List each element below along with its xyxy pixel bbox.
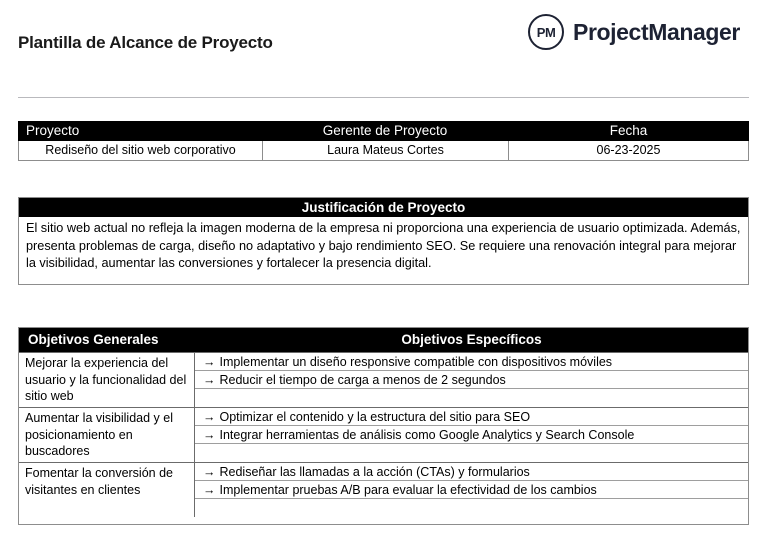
header-divider (18, 97, 749, 98)
objective-group (19, 352, 748, 407)
objective-specific-item-empty (195, 499, 748, 517)
objective-group (19, 407, 748, 462)
project-info-data-row (18, 141, 749, 161)
project-info-header-row (18, 121, 749, 141)
header-proyecto: Proyecto (18, 121, 262, 141)
header-objetivos-especificos: Objetivos Específicos (401, 332, 542, 347)
objective-specific-item (195, 426, 748, 444)
objective-specific-text: Optimizar el contenido y la estructura del sitio para SEO (219, 410, 531, 424)
value-fecha: 06-23-2025 (596, 143, 661, 157)
header-gerente: Gerente de Proyecto (262, 121, 508, 141)
objective-specific-text: Implementar un diseño responsive compatible con dispositivos móviles (219, 355, 613, 369)
header-objetivos-generales: Objetivos Generales (28, 332, 159, 347)
objective-general: Aumentar la visibilidad y el posicionamiento en buscadores (19, 408, 195, 462)
objectives-header-row (19, 328, 748, 352)
page-title: Plantilla de Alcance de Proyecto (18, 33, 273, 52)
arrow-icon: → (203, 428, 216, 442)
justification-table (18, 197, 749, 285)
objective-group (19, 462, 748, 517)
objectives-table (18, 327, 749, 525)
objective-specifics (195, 463, 748, 517)
justification-text: El sitio web actual no refleja la imagen moderna de la empresa ni proporciona una experiencia de usuario optimizada. Además, presenta problemas de carga, diseño no adaptativo y bajo rendimiento SEO. Se requiere una renovación integral para mejorar la visibilidad, aumentar las conversiones y fortalecer la presencia digital. (26, 221, 741, 270)
objective-specific-text: Rediseñar las llamadas a la acción (CTAs) y formularios (219, 465, 530, 479)
pm-circle-icon (528, 14, 564, 50)
value-proyecto: Rediseño del sitio web corporativo (19, 141, 263, 160)
justification-header: Justificación de Proyecto (19, 198, 748, 217)
objective-specific-item (195, 353, 748, 371)
objective-specific-item (195, 408, 748, 426)
header-fecha: Fecha (508, 121, 749, 141)
arrow-icon: → (203, 483, 216, 497)
objective-specific-item (195, 371, 748, 389)
arrow-icon: → (203, 373, 216, 387)
arrow-icon: → (203, 465, 216, 479)
objective-general: Fomentar la conversión de visitantes en clientes (19, 463, 195, 517)
brand-name-text: ProjectManager (573, 18, 740, 45)
objective-specifics (195, 408, 748, 462)
objective-general: Mejorar la experiencia del usuario y la funcionalidad del sitio web (19, 353, 195, 407)
objective-specific-item (195, 481, 748, 499)
project-info-table (18, 121, 749, 161)
value-gerente: Laura Mateus Cortes (263, 141, 509, 160)
objective-specific-text: Implementar pruebas A/B para evaluar la efectividad de los cambios (219, 483, 597, 497)
arrow-icon: → (203, 355, 216, 369)
document-header (0, 0, 768, 98)
objective-specific-text: Integrar herramientas de análisis como Google Analytics y Search Console (219, 428, 635, 442)
objective-specific-item (195, 463, 748, 481)
pm-monogram-text: PM (536, 24, 556, 40)
objective-specific-text: Reducir el tiempo de carga a menos de 2 segundos (219, 373, 506, 387)
arrow-icon: → (203, 410, 216, 424)
brand-logo (528, 14, 740, 50)
objective-specifics (195, 353, 748, 407)
objective-specific-item-empty (195, 444, 748, 462)
objective-specific-item-empty (195, 389, 748, 407)
